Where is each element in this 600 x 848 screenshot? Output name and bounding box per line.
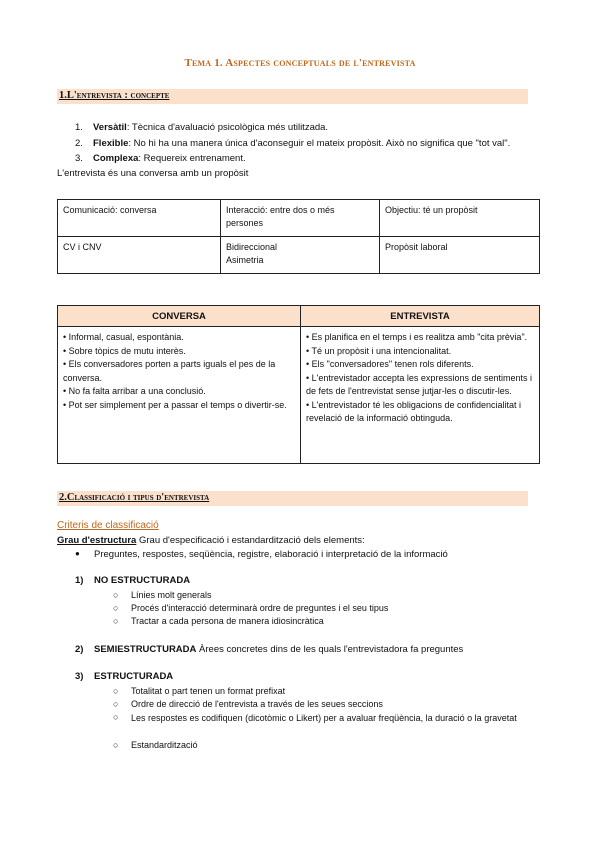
- table-cell: Propòsit laboral: [380, 237, 540, 274]
- circle-bullet-icon: ○: [113, 603, 119, 613]
- sub-item: Procés d'interacció determinarà ordre de preguntes i el seu tipus: [131, 603, 389, 613]
- table-cell: Interacció: entre dos o més persones: [221, 200, 380, 237]
- page-title: Tema 1. Aspectes conceptuals de l'entrevista: [184, 57, 416, 69]
- list-item: [75, 120, 510, 136]
- header-conversa: CONVERSA: [58, 306, 301, 327]
- circle-bullet-icon: ○: [113, 712, 119, 722]
- sub-item: Totalitat o part tenen un format prefixat: [131, 686, 286, 696]
- grau-line: [57, 535, 365, 546]
- list-text: : No hi ha una manera única d'aconseguir el mateix propòsit. Això no significa que "tot val".: [128, 137, 511, 149]
- section-heading-1: [57, 89, 528, 104]
- type-number: 3): [75, 671, 84, 682]
- grau-label: Grau d'estructura: [57, 535, 137, 546]
- comparison-table: [57, 305, 540, 464]
- list-item: • Es planifica en el temps i es realitza amb "cita prèvia".: [306, 332, 528, 342]
- type-name: SEMIESTRUCTURADA: [94, 644, 197, 655]
- type-number: 2): [75, 644, 84, 655]
- list-text: : Requereix entrenament.: [138, 153, 246, 164]
- sub-item: Línies molt generals: [131, 590, 212, 600]
- bullet-icon: ●: [75, 549, 80, 558]
- entrevista-cell: [301, 327, 540, 464]
- table-row: [58, 327, 540, 464]
- type-title-3: [94, 671, 173, 682]
- header-entrevista: ENTREVISTA: [301, 306, 540, 327]
- definition-sentence: L'entrevista és una conversa amb un propòsit: [57, 168, 249, 179]
- list-item: • Sobre tòpics de mutu interès.: [63, 345, 186, 356]
- table-row: [58, 237, 540, 274]
- circle-bullet-icon: ○: [113, 590, 119, 600]
- list-term: Versàtil: [93, 122, 127, 133]
- type-item-3: [75, 671, 83, 682]
- type-title-1: [94, 575, 190, 586]
- type-name: NO ESTRUCTURADA: [94, 575, 191, 586]
- conversa-cell: [58, 327, 301, 464]
- table-header-row: [58, 306, 540, 327]
- type-desc: Àrees concretes dins de les quals l'entrevistadora fa preguntes: [196, 644, 464, 655]
- list-item: • Els conversadores porten a parts iguals el pes de la conversa.: [63, 359, 276, 383]
- circle-bullet-icon: ○: [113, 699, 119, 709]
- criteria-heading: Criteris de classificació: [57, 520, 159, 531]
- list-item: • Informal, casual, espontània.: [63, 332, 184, 342]
- bullet-text: Preguntes, respostes, seqüència, registre, elaboració i interpretació de la informació: [94, 549, 448, 560]
- characteristics-list: [75, 120, 510, 167]
- table-cell: CV i CNV: [58, 237, 221, 274]
- list-item: • No fa falta arribar a una conclusió.: [63, 386, 206, 396]
- list-item: • Els "conversadores" tenen rols diferents.: [306, 359, 474, 369]
- list-item: • Té un propòsit i una intencionalitat.: [306, 345, 452, 356]
- sub-item: Estandardització: [131, 740, 198, 750]
- circle-bullet-icon: ○: [113, 686, 119, 696]
- type-name: ESTRUCTURADA: [94, 671, 174, 682]
- sub-item: Les respostes es codifiquen (dicotòmic o Likert) per a avaluar freqüència, la duració o la gravetat: [131, 713, 517, 723]
- list-item: • L'entrevistador accepta les expressions de sentiments i de fets de l'entrevistat sense jutjar-les o discutir-les.: [306, 372, 532, 396]
- table-cell: Comunicació: conversa: [58, 200, 221, 237]
- list-item: • Pot ser simplement per a passar el temps o divertir-se.: [63, 399, 287, 410]
- section-heading-1-text: 1.L'entrevista : concepte: [59, 90, 170, 101]
- table-row: [58, 200, 540, 237]
- table-cell: Bidireccional Asimetria: [221, 237, 380, 274]
- grau-text: Grau d'especificació i estandardització dels elements:: [136, 535, 365, 546]
- concept-table: [57, 199, 540, 274]
- section-heading-2-text: 2.Classificació i tipus d'entrevista: [59, 492, 210, 503]
- list-number: 2.: [75, 137, 83, 149]
- circle-bullet-icon: ○: [113, 616, 119, 626]
- type-item-1: [75, 575, 83, 586]
- list-number: 3.: [75, 153, 83, 164]
- list-text: : Tècnica d'avaluació psicològica més utilitzada.: [126, 122, 329, 133]
- list-item: [75, 151, 510, 167]
- list-item: • L'entrevistador té les obligacions de confidencialitat i revelació de la informació obtinguda.: [306, 399, 521, 423]
- list-term: Complexa: [93, 153, 139, 164]
- list-item: [75, 136, 510, 152]
- section-heading-2: [57, 491, 528, 506]
- type-title-2: [94, 644, 463, 655]
- sub-item: Tractar a cada persona de manera idiosincràtica: [131, 616, 324, 626]
- type-number: 1): [75, 575, 84, 586]
- table-cell: Objectiu: té un propòsit: [380, 200, 540, 237]
- list-number: 1.: [75, 122, 83, 133]
- list-term: Flexible: [93, 137, 129, 149]
- sub-item: Ordre de direcció de l'entrevista a través de les seues seccions: [131, 699, 383, 709]
- circle-bullet-icon: ○: [113, 740, 119, 750]
- type-item-2: [75, 644, 83, 655]
